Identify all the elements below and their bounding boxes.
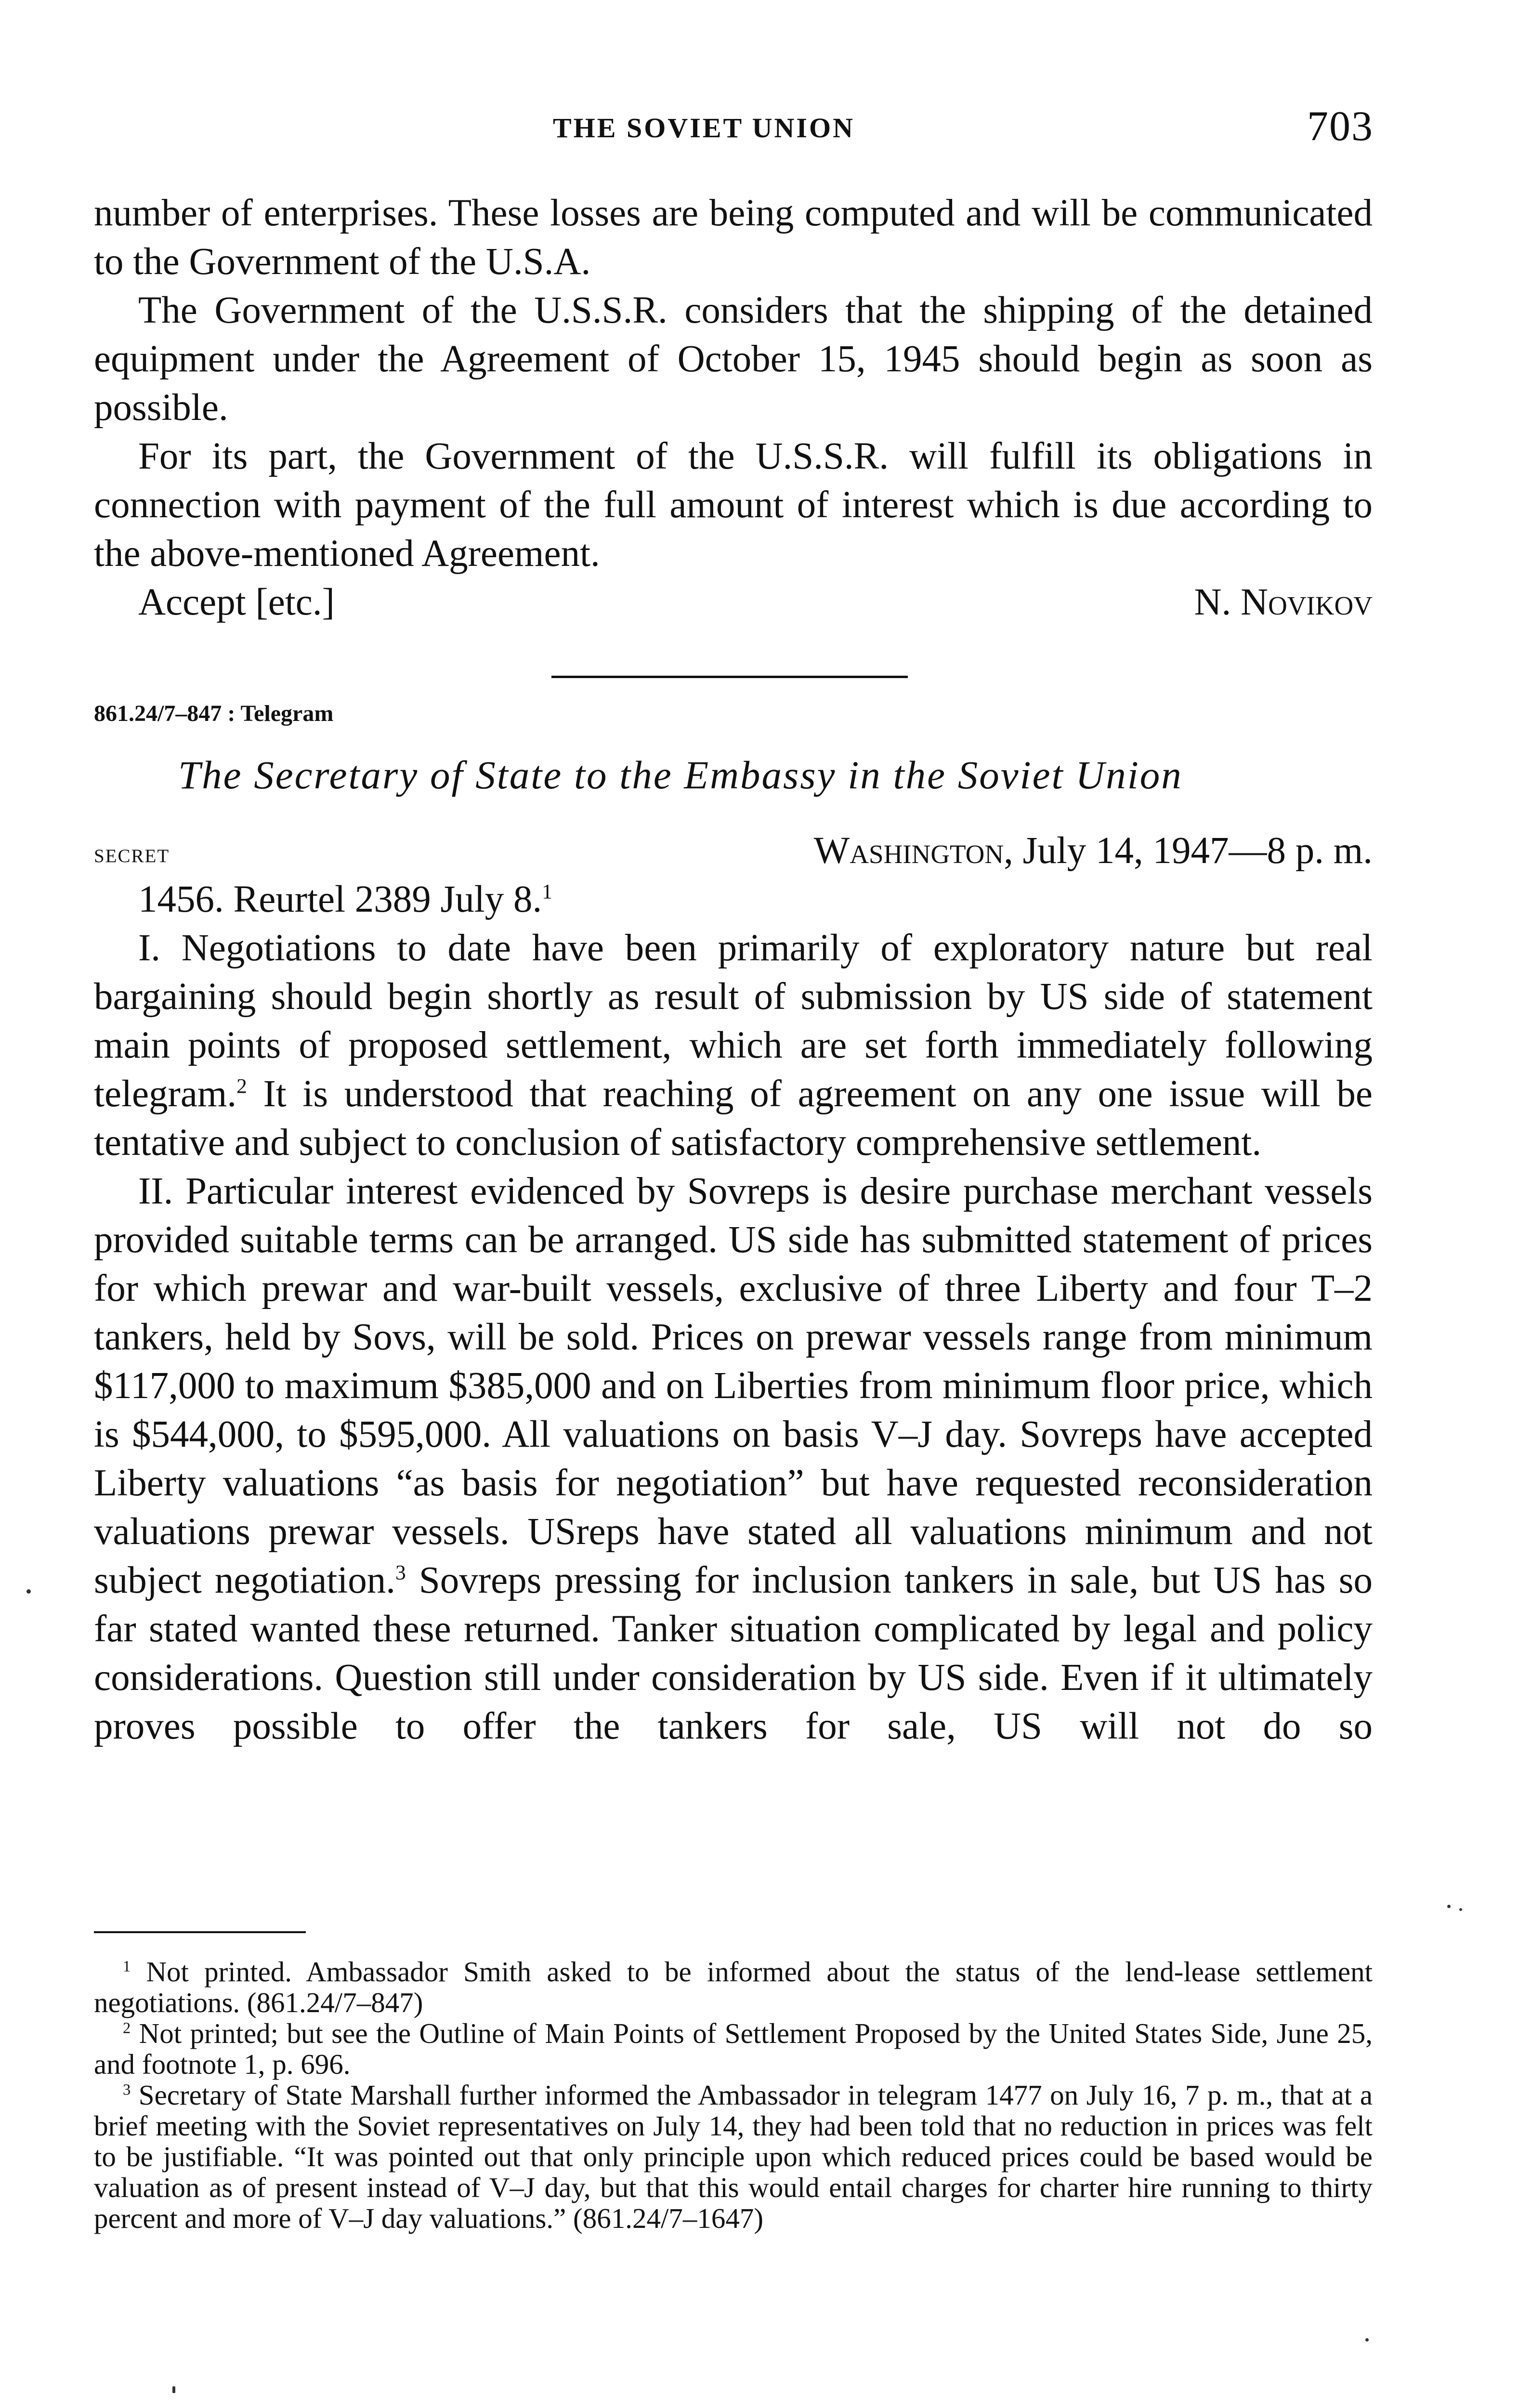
- signature-name: Novikov: [1241, 581, 1373, 623]
- page-number: 703: [1307, 103, 1374, 150]
- scan-speck: [1447, 1905, 1451, 1908]
- footnote: [94, 2080, 1373, 2234]
- footnote-divider: [94, 1931, 306, 1933]
- signature: [1194, 578, 1373, 627]
- paragraph: For its part, the Government of the U.S.S.R. will fulfill its obligations in connection with payment of the full amount of interest which is due according to the above-mentioned Agreement.: [94, 435, 1373, 575]
- paragraph-text: Sovreps pressing for inclusion tankers in sale, but US has so far stated wanted these returned. Tanker situation complicated by legal and policy considerations. Question still under consideration by US side. Even if it ultimately proves possible to offer the tankers for sale, US will not do so: [94, 1559, 1373, 1747]
- running-title: THE SOVIET UNION: [553, 112, 855, 144]
- paragraph: [94, 924, 1373, 1167]
- reference-text: 1456. Reurtel 2389 July 8.: [138, 878, 542, 920]
- telegram-section: [94, 698, 1373, 1751]
- scan-speck: [1459, 1908, 1462, 1911]
- footnotes: [94, 1956, 1373, 2234]
- footnote: [94, 2018, 1373, 2080]
- place-and-date: [814, 826, 1373, 875]
- footnote-text: Not printed; but see the Outline of Main Points of Settlement Proposed by the United States Side, June 25, and footnote 1, p. 696.: [94, 2017, 1373, 2080]
- footnote-text: Secretary of State Marshall further informed the Ambassador in telegram 1477 on July 16, 7 p. m., that at a brief meeting with the Soviet representatives on July 14, they had been told that no reduction in prices was felt to be justifiable. “It was pointed out that only principle upon which reduced prices could be based would be valuation as of present instead of V–J day, but that this would entail charges for charter hire running to thirty percent and more of V–J day valuations.” (861.24/7–1647): [94, 2079, 1373, 2234]
- paragraph: number of enterprises. These losses are being computed and will be communicated to the Government of the U.S.A.: [94, 192, 1373, 283]
- footnote-number: 1: [123, 1958, 131, 1976]
- signature-initial: N.: [1194, 581, 1241, 623]
- section-divider: [551, 676, 908, 678]
- file-number: 861.24/7–847 : Telegram: [94, 701, 334, 726]
- closing-text: Accept [etc.]: [138, 581, 335, 623]
- footnote-ref: 3: [395, 1561, 406, 1584]
- footnote-ref: 1: [542, 880, 552, 903]
- closing-line: [94, 578, 1373, 627]
- date: , July 14, 1947—8 p. m.: [1004, 830, 1373, 872]
- footnote-text: Not printed. Ambassador Smith asked to be informed about the status of the lend-lease settlement negotiations. (861.24/7–847): [94, 1956, 1373, 2018]
- scan-speck: [26, 1589, 31, 1594]
- prior-note-section: [94, 189, 1373, 627]
- telegram-title: The Secretary of State to the Embassy in the Soviet Union: [178, 753, 1183, 797]
- paragraph: [94, 1167, 1373, 1751]
- footnote-number: 3: [123, 2081, 131, 2099]
- scan-speck: [1365, 2338, 1369, 2342]
- footnote-ref: 2: [236, 1074, 247, 1098]
- footnote: [94, 1956, 1373, 2018]
- paragraph-text: II. Particular interest evidenced by Sovreps is desire purchase merchant vessels provided suitable terms can be arranged. US side has submitted statement of prices for which prewar and war-built vessels, exclusive of three Liberty and four T–2 tankers, held by Sovs, will be sold. Prices on prewar vessels range from minimum $117,000 to maximum $385,000 and on Liberties from minimum floor price, which is $544,000, to $595,000. All valuations on basis V–J day. Sovreps have accepted Liberty valuations “as basis for negotiation” but have requested reconsideration valuations prewar vessels. USreps have stated all valuations minimum and not subject negotiation.: [94, 1170, 1373, 1601]
- paragraph: The Government of the U.S.S.R. considers that the shipping of the detained equipment under the Agreement of October 15, 1945 should begin as soon as possible.: [94, 289, 1373, 429]
- classification: secret: [94, 838, 170, 868]
- reference-line: [94, 875, 1373, 924]
- place: Washington: [813, 830, 1004, 872]
- footnote-number: 2: [123, 2019, 131, 2037]
- paragraph-text: It is understood that reaching of agreement on any one issue will be tentative and subject to conclusion of satisfactory comprehensive settlement.: [94, 1073, 1373, 1164]
- dateline: [94, 826, 1373, 875]
- scan-speck: [172, 2386, 175, 2393]
- paragraph-text: I. Negotiations to date have been primarily of exploratory nature but real bargaining should begin shortly as result of submission by US side of statement main points of proposed settlement, which are set forth immediately following telegram.: [94, 927, 1373, 1115]
